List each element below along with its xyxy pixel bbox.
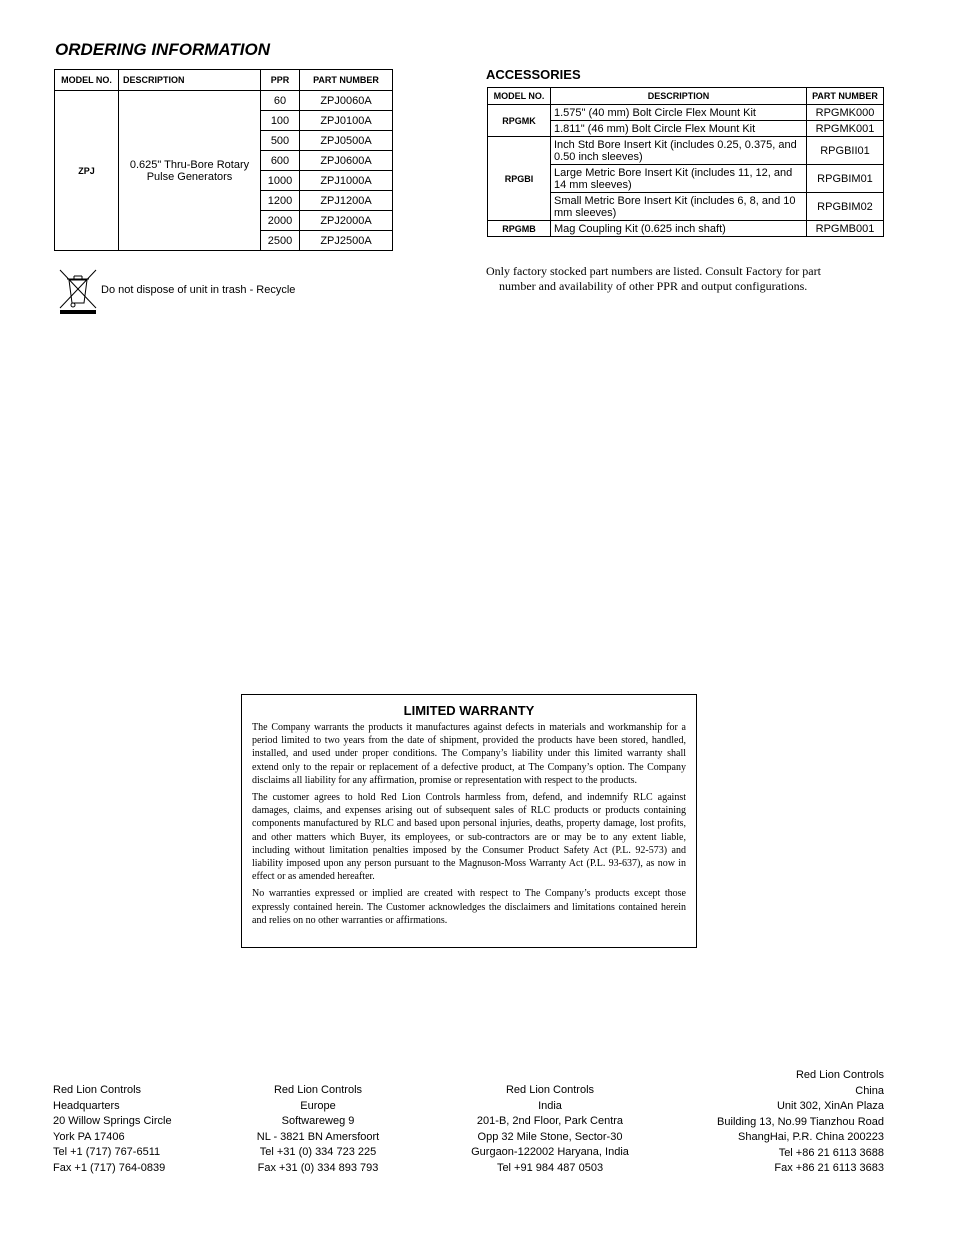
acc-col-part-number: PART NUMBER xyxy=(807,88,884,105)
ordering-table xyxy=(54,69,393,251)
accessory-row xyxy=(488,221,884,237)
ppr-cell: 2000 xyxy=(261,211,300,231)
crossed-out-wheelie-bin-icon xyxy=(58,268,98,316)
part-number-cell: ZPJ1200A xyxy=(300,191,393,211)
col-ppr: PPR xyxy=(261,70,300,91)
accessories-header-row xyxy=(488,88,884,105)
address-line: Tel +1 (717) 767-6511 xyxy=(53,1146,161,1158)
part-number-cell: ZPJ0500A xyxy=(300,131,393,151)
accessory-description-cell: Mag Coupling Kit (0.625 inch shaft) xyxy=(551,221,807,237)
ordering-description-cell: 0.625" Thru-Bore Rotary Pulse Generators xyxy=(119,91,261,251)
ordering-row xyxy=(55,91,393,111)
address-line: Building 13, No.99 Tianzhou Road xyxy=(717,1115,884,1128)
col-part-number: PART NUMBER xyxy=(300,70,393,91)
address-line: Red Lion Controls xyxy=(505,1084,595,1096)
ordering-title: ORDERING INFORMATION xyxy=(55,40,271,59)
accessory-part-number-cell: RPGBIM02 xyxy=(807,193,884,221)
ppr-cell: 500 xyxy=(261,131,300,151)
ppr-cell: 1200 xyxy=(261,191,300,211)
address-line: India xyxy=(538,1099,562,1112)
address-line: China xyxy=(855,1084,884,1097)
address-line: Softwareweg 9 xyxy=(281,1115,355,1127)
accessory-model-cell: RPGMK xyxy=(488,105,551,137)
address-line: Tel +31 (0) 334 723 225 xyxy=(259,1146,377,1158)
address-line: Red Lion Controls xyxy=(273,1084,363,1096)
accessories-title: ACCESSORIES xyxy=(486,67,581,82)
part-number-cell: ZPJ2500A xyxy=(300,231,393,251)
address-line: Fax +86 21 6113 3683 xyxy=(774,1162,884,1174)
accessory-part-number-cell: RPGMK001 xyxy=(807,121,884,137)
accessories-table xyxy=(487,87,884,237)
address-line: Gurgaon-122002 Haryana, India xyxy=(471,1146,629,1158)
ppr-cell: 1000 xyxy=(261,171,300,191)
recycle-notice: Do not dispose of unit in trash - Recycle xyxy=(101,284,296,296)
address-line: ShangHai, P.R. China 200223 xyxy=(738,1131,884,1143)
accessories-note xyxy=(486,264,846,294)
address-line: Unit 302, XinAn Plaza xyxy=(776,1100,884,1112)
accessory-row xyxy=(488,105,884,121)
address-line: Red Lion Controls xyxy=(53,1084,142,1096)
warranty-paragraph-1: The Company warrants the products it manufactures against defects in materials and workmanship for a period limited to two years from the date of shipment, provided the products have been stored, handled, installed, and used under proper conditions. The Company’s liability under this limited warranty shall extend only to the repair or replacement of a defective product, at The Company’s option. The Company disclaims all liability for any affirmation, promise or representation with respect to the products. xyxy=(252,722,686,786)
accessory-part-number-cell: RPGBII01 xyxy=(807,137,884,165)
address-line: Fax +1 (717) 764-0839 xyxy=(53,1161,166,1174)
accessory-part-number-cell: RPGMK000 xyxy=(807,105,884,121)
address-headquarters xyxy=(53,1083,172,1176)
warranty-paragraph-3: No warranties expressed or implied are created with respect to The Company’s products except those expressly contained herein. The Customer acknowledges the disclaimers and limitations contained herein and relies on no other warranties or affirmations. xyxy=(252,888,686,926)
ordering-model-cell: ZPJ xyxy=(55,91,119,251)
ppr-cell: 60 xyxy=(261,91,300,111)
warranty-paragraph-2: The customer agrees to hold Red Lion Controls harmless from, defend, and indemnify RLC against damages, claims, and expenses arising out of subsequent sales of RLC products or products containing components manufactured by RLC and based upon personal injuries, deaths, property damage, lost profits, and other matters which Buyer, its employees, or sub-contractors are or may be to any extent liable, including without limitation penalties imposed by the Consumer Product Safety Act (P.L. 92-573) and liability imposed upon any person pursuant to the Magnuson-Moss Warranty Act (P.L. 93-637), as now in effect or as amended hereafter. xyxy=(252,792,686,883)
part-number-cell: ZPJ0600A xyxy=(300,151,393,171)
accessory-description-cell: Large Metric Bore Insert Kit (includes 11, 12, and 14 mm sleeves) xyxy=(551,165,807,193)
address-line: NL - 3821 BN Amersfoort xyxy=(256,1130,380,1143)
warranty-title: LIMITED WARRANTY xyxy=(403,703,535,718)
address-line: Tel +91 984 487 0503 xyxy=(496,1161,604,1174)
accessory-part-number-cell: RPGBIM01 xyxy=(807,165,884,193)
accessory-description-cell: Small Metric Bore Insert Kit (includes 6, 8, and 10 mm sleeves) xyxy=(551,193,807,221)
accessory-description-cell: 1.575" (40 mm) Bolt Circle Flex Mount Kit xyxy=(551,105,807,121)
address-line: Opp 32 Mile Stone, Sector-30 xyxy=(477,1130,623,1143)
accessory-description-cell: 1.811" (46 mm) Bolt Circle Flex Mount Kit xyxy=(551,121,807,137)
ordering-header-row xyxy=(55,70,393,91)
address-line: Fax +31 (0) 334 893 793 xyxy=(257,1161,379,1174)
address-line: Europe xyxy=(300,1099,336,1112)
address-line: Red Lion Controls xyxy=(795,1069,884,1081)
address-india xyxy=(460,1083,640,1176)
accessory-description-cell: Inch Std Bore Insert Kit (includes 0.25, 0.375, and 0.50 inch sleeves) xyxy=(551,137,807,165)
accessory-model-cell: RPGMB xyxy=(488,221,551,237)
accessory-part-number-cell: RPGMB001 xyxy=(807,221,884,237)
address-line: Tel +86 21 6113 3688 xyxy=(778,1146,884,1159)
accessory-model-cell: RPGBI xyxy=(488,137,551,221)
col-model-no: MODEL NO. xyxy=(55,70,119,91)
address-line: Headquarters xyxy=(53,1099,120,1112)
part-number-cell: ZPJ0100A xyxy=(300,111,393,131)
part-number-cell: ZPJ2000A xyxy=(300,211,393,231)
limited-warranty-box xyxy=(241,694,697,948)
part-number-cell: ZPJ0060A xyxy=(300,91,393,111)
acc-col-description: DESCRIPTION xyxy=(551,88,807,105)
address-europe xyxy=(238,1083,398,1176)
address-line: York PA 17406 xyxy=(53,1130,125,1143)
address-line: 20 Willow Springs Circle xyxy=(53,1115,172,1127)
part-number-cell: ZPJ1000A xyxy=(300,171,393,191)
accessories-note-line1: Only factory stocked part numbers are listed. Consult Factory for part xyxy=(486,264,821,278)
accessory-row xyxy=(488,137,884,165)
acc-col-model-no: MODEL NO. xyxy=(488,88,551,105)
ppr-cell: 2500 xyxy=(261,231,300,251)
address-china xyxy=(717,1068,884,1177)
accessories-note-line2: number and availability of other PPR and output configurations. xyxy=(499,279,808,293)
col-description: DESCRIPTION xyxy=(119,70,261,91)
ppr-cell: 600 xyxy=(261,151,300,171)
address-line: 201-B, 2nd Floor, Park Centra xyxy=(476,1115,624,1127)
ppr-cell: 100 xyxy=(261,111,300,131)
